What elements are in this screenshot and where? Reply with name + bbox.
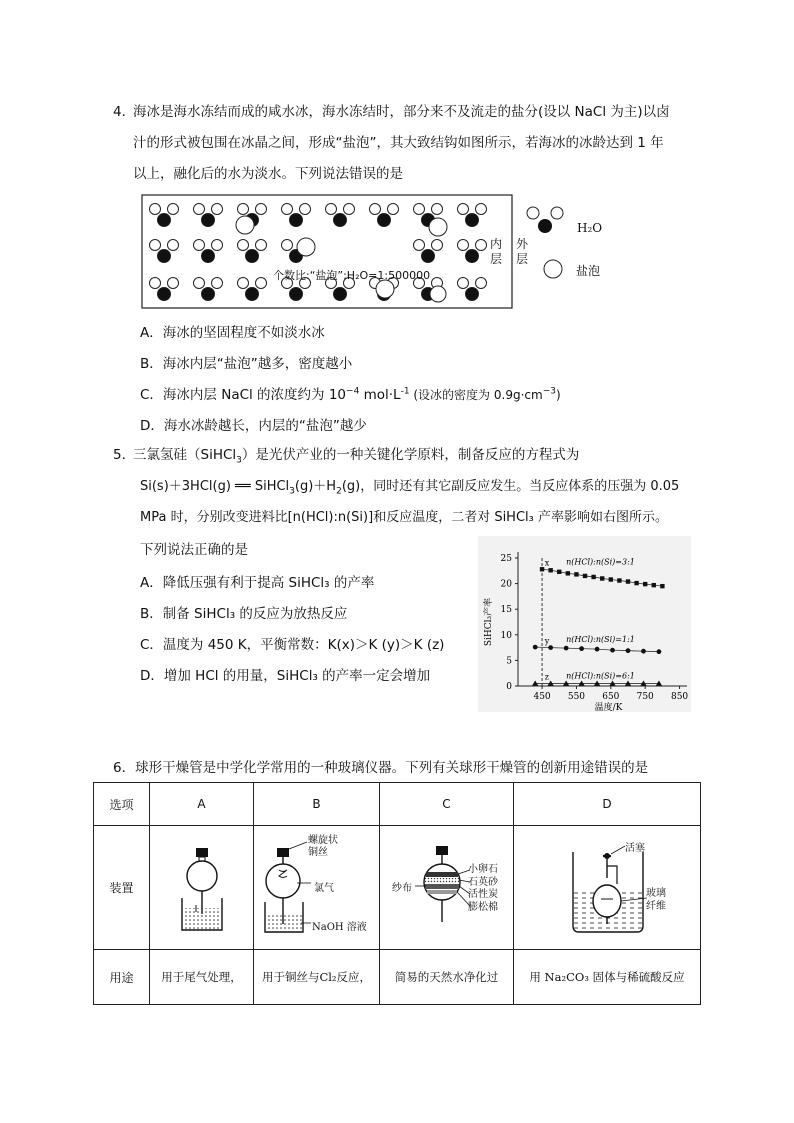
y-tick-label: 5 bbox=[506, 656, 512, 667]
c-labels-right bbox=[468, 864, 498, 914]
data-point-circle bbox=[564, 646, 569, 651]
equal-arrow: ══ bbox=[235, 479, 251, 494]
inner-label-1: 内 bbox=[490, 237, 503, 251]
apparatus-c bbox=[380, 826, 514, 950]
q5-l2-a: Si(s)＋3HCl(g) bbox=[140, 479, 236, 494]
q5-l1-sub: 3 bbox=[236, 455, 242, 466]
q6-table bbox=[93, 782, 701, 1005]
legend-h2o-text: H₂O bbox=[577, 221, 603, 235]
series-label: n(HCl):n(Si)=3:1 bbox=[566, 557, 635, 567]
q4-c-text3: (设冰的密度为 0.9g·cm bbox=[409, 388, 543, 402]
data-point-square bbox=[660, 584, 664, 588]
q5-option-d: D．增加 HCl 的用量，SiHCl₃ 的产率一定会增加 bbox=[140, 668, 431, 684]
ratio-text: 个数比:“盐泡”:H₂O=1:500000 bbox=[273, 269, 431, 282]
use-d: 用 Na₂CO₃ 固体与稀硫酸反应 bbox=[514, 950, 701, 1005]
data-point-circle bbox=[641, 649, 646, 654]
q4-option-b: B．海冰内层“盐泡”越多，密度越小 bbox=[140, 356, 353, 372]
data-point-triangle bbox=[532, 680, 538, 685]
x-tick-label: 850 bbox=[670, 692, 689, 702]
salt-bubble bbox=[430, 286, 446, 302]
q5-option-c: C．温度为 450 K，平衡常数：K(x)＞K (y)＞K (z) bbox=[140, 637, 445, 653]
data-point-square bbox=[652, 583, 656, 587]
q4-stem-line2: 汁的形式被包围在冰晶之间，形成“盐泡”，其大致结钩如图所示，若海冰的冰龄达到 1 年 bbox=[133, 135, 664, 151]
data-point-triangle bbox=[594, 680, 600, 685]
d-labels-fiber bbox=[646, 887, 666, 913]
q5-l2-b: SiHCl bbox=[250, 479, 290, 494]
data-point-triangle bbox=[656, 680, 662, 685]
q5-l2-sub1: 3 bbox=[289, 486, 295, 497]
sihcl3-yield-chart bbox=[478, 536, 691, 712]
y-tick-label: 0 bbox=[506, 682, 512, 692]
data-point-square bbox=[548, 568, 552, 572]
sea-ice-figure bbox=[140, 193, 610, 313]
b-labels-top bbox=[308, 835, 338, 859]
c-label-quartz: 石英砂 bbox=[468, 876, 498, 888]
data-point-square bbox=[626, 579, 630, 583]
data-point-circle bbox=[626, 648, 631, 653]
data-point-square bbox=[583, 574, 587, 578]
q5-l2-d: (g)，同时还有其它副反应发生。当反应体系的压强为 0.05 bbox=[341, 479, 680, 494]
header-cell: C bbox=[380, 783, 514, 826]
data-point-square bbox=[557, 570, 561, 574]
data-point-circle bbox=[657, 649, 662, 654]
y-tick-label: 10 bbox=[500, 630, 512, 641]
data-point-triangle bbox=[640, 680, 646, 685]
inner-label-2: 层 bbox=[490, 252, 503, 266]
header-cell: 选项 bbox=[94, 783, 150, 826]
data-point-circle bbox=[595, 647, 600, 652]
row-label: 用途 bbox=[94, 950, 150, 1005]
use-c: 简易的天然水净化过 bbox=[380, 950, 514, 1005]
q4-option-d: D．海水冰龄越长，内层的“盐泡”越少 bbox=[140, 418, 367, 434]
apparatus-d bbox=[514, 826, 701, 950]
c-label-pebbles: 小卵石 bbox=[468, 864, 498, 875]
q5-stem-line1 bbox=[133, 445, 579, 471]
q4-c-text1: C．海冰内层 NaCl 的浓度约为 10 bbox=[140, 387, 347, 403]
q5-number: 5． bbox=[113, 447, 136, 463]
q5-option-b: B．制备 SiHCl₃ 的反应为放热反应 bbox=[140, 606, 348, 622]
q4-c-text2: mol·L bbox=[359, 387, 401, 403]
x-tick-label: 450 bbox=[533, 692, 551, 702]
q4-option-a: A．海冰的坚固程度不如淡水冰 bbox=[140, 325, 325, 341]
q5-l1-a: 三氯氢硅（SiHCl bbox=[133, 447, 237, 463]
q5-l2-c: (g)＋H bbox=[294, 479, 337, 494]
table-header-row bbox=[94, 783, 701, 826]
header-cell: D bbox=[514, 783, 701, 826]
y-tick-label: 25 bbox=[500, 554, 512, 564]
c-label-cotton: 膨松棉 bbox=[468, 901, 498, 913]
q4-c-exp2: -1 bbox=[400, 386, 410, 397]
x-axis-label: 温度/K bbox=[594, 703, 623, 712]
b-label-naoh: NaOH 溶液 bbox=[312, 922, 367, 933]
outer-layer-label bbox=[516, 237, 528, 267]
row-label: 装置 bbox=[94, 826, 150, 950]
drying-tube-a-diagram bbox=[152, 826, 252, 946]
use-b: 用于铜丝与Cl₂反应， bbox=[254, 950, 380, 1005]
q5-stem-line3: MPa 时，分别改变进料比[n(HCl):n(Si)]和反应温度，二者对 SiHCl₃ 产率影响如右图所示。 bbox=[140, 510, 668, 525]
y-axis-label: SiHCl₃产率 bbox=[484, 597, 494, 647]
q4-stem-line3: 以上，融化后的水为淡水。下列说法错误的是 bbox=[133, 166, 403, 182]
q5-stem-line2 bbox=[140, 477, 679, 502]
apparatus-row bbox=[94, 826, 701, 950]
q4-c-exp1: −4 bbox=[346, 386, 360, 397]
c-label-carbon: 活性炭 bbox=[468, 889, 498, 900]
b-label-copper: 铜丝 bbox=[308, 847, 328, 858]
point-label: z bbox=[544, 672, 549, 682]
drying-tube-d-diagram bbox=[517, 826, 697, 946]
apparatus-b bbox=[254, 826, 380, 950]
data-point-triangle bbox=[625, 680, 631, 685]
salt-bubble bbox=[297, 238, 315, 256]
x-tick-label: 550 bbox=[567, 692, 586, 702]
q4-c-exp3: −3 bbox=[542, 386, 556, 397]
d-label-fiber: 纤维 bbox=[646, 901, 666, 912]
x-tick-label: 650 bbox=[602, 692, 620, 702]
c-label-gauze: 纱布 bbox=[392, 883, 412, 894]
d-label-glass: 玻璃 bbox=[646, 888, 666, 899]
q4-stem-line1: 海冰是海水冻结而成的咸水冰，海水冻结时，部分来不及流走的盐分(设以 NaCl 为主)以卤 bbox=[133, 104, 670, 120]
outer-label-2: 层 bbox=[516, 252, 529, 266]
q5-l1-b: ）是光伏产业的一种关键化学原料，制备反应的方程式为 bbox=[241, 447, 580, 463]
series-label: n(HCl):n(Si)=6:1 bbox=[566, 671, 635, 681]
header-cell: B bbox=[254, 783, 380, 826]
d-label-stopcock: 活塞 bbox=[625, 843, 645, 854]
data-point-circle bbox=[579, 646, 584, 651]
b-label-chlorine: 氯气 bbox=[314, 883, 334, 894]
data-point-triangle bbox=[579, 680, 585, 685]
data-point-square bbox=[591, 575, 595, 579]
data-point-square bbox=[540, 567, 544, 571]
data-point-triangle bbox=[563, 680, 569, 685]
outer-label-1: 外 bbox=[516, 237, 529, 251]
data-point-circle bbox=[533, 645, 538, 650]
salt-bubble bbox=[236, 216, 254, 234]
x-tick-label: 750 bbox=[636, 692, 654, 702]
data-point-triangle bbox=[610, 680, 616, 685]
point-label: x bbox=[544, 558, 550, 568]
use-row bbox=[94, 950, 701, 1005]
point-label: y bbox=[544, 636, 550, 646]
data-point-square bbox=[643, 582, 647, 586]
q4-option-c bbox=[140, 383, 561, 403]
legend-salt-icon bbox=[544, 260, 562, 278]
apparatus-a bbox=[150, 826, 254, 950]
q4-c-text4: ) bbox=[555, 388, 561, 402]
y-tick-label: 20 bbox=[500, 579, 512, 590]
data-point-square bbox=[600, 576, 604, 580]
q5-stem-line4: 下列说法正确的是 bbox=[140, 542, 248, 558]
q6-title: 6．球形干燥管是中学化学常用的一种玻璃仪器。下列有关球形干燥管的创新用途错误的是 bbox=[113, 760, 649, 776]
data-point-square bbox=[617, 578, 621, 582]
data-point-circle bbox=[548, 645, 553, 650]
legend-salt-text: 盐泡 bbox=[576, 264, 601, 278]
y-tick-label: 15 bbox=[500, 605, 512, 616]
data-point-square bbox=[574, 572, 578, 576]
q5-option-a: A．降低压强有利于提高 SiHCl₃ 的产率 bbox=[140, 575, 375, 591]
data-point-circle bbox=[610, 648, 615, 653]
q4-number: 4． bbox=[113, 104, 136, 120]
b-label-spiral: 螺旋状 bbox=[308, 835, 338, 846]
data-point-square bbox=[609, 577, 613, 581]
salt-bubble bbox=[429, 218, 447, 236]
data-point-square bbox=[566, 571, 570, 575]
legend-h2o-icon bbox=[527, 207, 563, 233]
header-cell: A bbox=[150, 783, 254, 826]
q5-l2-sub2: 2 bbox=[336, 486, 342, 497]
series-label: n(HCl):n(Si)=1:1 bbox=[566, 635, 635, 645]
use-a: 用于尾气处理， bbox=[150, 950, 254, 1005]
data-point-square bbox=[634, 581, 638, 585]
inner-layer-label bbox=[490, 237, 502, 267]
